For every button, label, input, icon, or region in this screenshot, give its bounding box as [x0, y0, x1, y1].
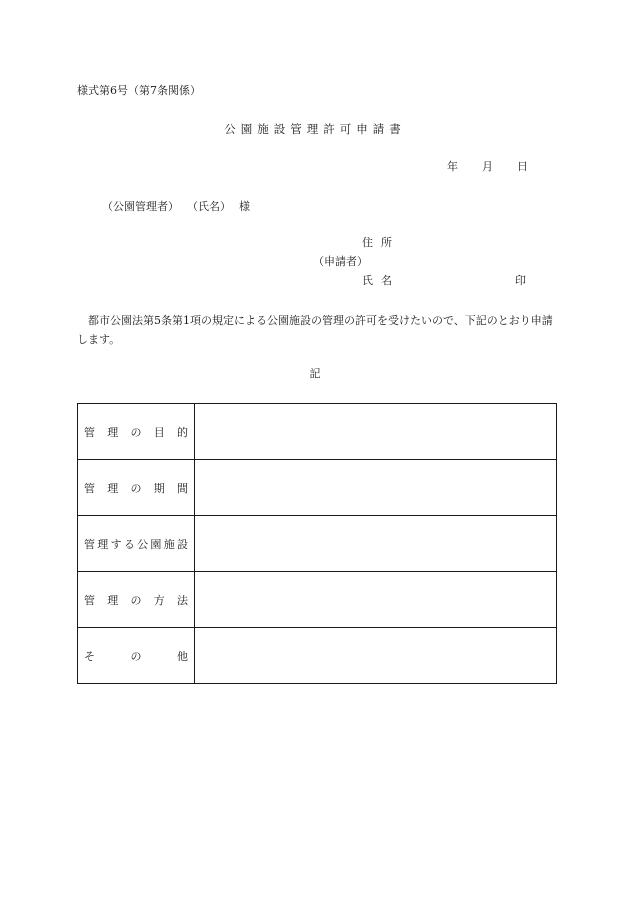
address-label: 住所 [362, 236, 400, 249]
row-label-cell [78, 404, 195, 460]
document-title: 公園施設管理許可申請書 [224, 122, 406, 136]
applicant-name-label: 氏名 [362, 274, 400, 287]
other-label: その他 [84, 649, 188, 663]
row-label-cell [78, 460, 195, 516]
purpose-label: 管理の目的 [84, 425, 188, 439]
facility-field[interactable] [195, 516, 557, 572]
note-heading: 記 [309, 367, 321, 380]
method-field[interactable] [195, 572, 557, 628]
manager-name-label: （氏名） [187, 200, 231, 213]
form-number: 様式第6号（第7条関係） [77, 84, 201, 97]
date-year-label: 年 [447, 160, 458, 173]
table-row [78, 572, 557, 628]
application-items-table [77, 403, 557, 684]
row-label-cell [78, 572, 195, 628]
application-statement: 都市公園法第5条第1項の規定による公園施設の管理の許可を受けたいので、下記のとおり申請します。 [77, 314, 553, 346]
honorific: 様 [239, 200, 250, 213]
table-row [78, 628, 557, 684]
facility-label: 管理する公園施設 [84, 537, 188, 551]
other-field[interactable] [195, 628, 557, 684]
applicant-label: （申請者） [313, 255, 368, 268]
row-label-cell [78, 516, 195, 572]
table-row [78, 404, 557, 460]
table-row [78, 460, 557, 516]
method-label: 管理の方法 [84, 593, 188, 607]
park-manager-label: （公園管理者） [102, 200, 179, 213]
addressee [102, 201, 250, 212]
date-month-label: 月 [482, 160, 493, 173]
period-field[interactable] [195, 460, 557, 516]
date-day-label: 日 [517, 160, 528, 173]
period-label: 管理の期間 [84, 481, 188, 495]
table-row [78, 516, 557, 572]
purpose-field[interactable] [195, 404, 557, 460]
date-line [447, 161, 528, 172]
seal-mark: 印 [515, 274, 526, 287]
row-label-cell [78, 628, 195, 684]
